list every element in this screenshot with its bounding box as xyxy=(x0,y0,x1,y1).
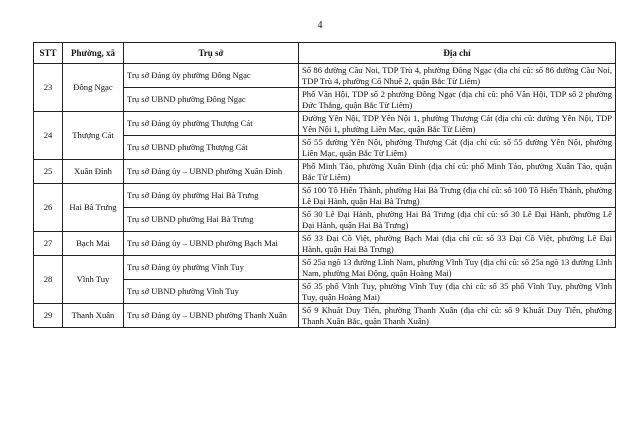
office-cell: Trụ sở Đảng ủy phường Thượng Cát xyxy=(124,112,299,136)
table-row xyxy=(34,64,616,88)
office-cell: Trụ sở Đảng ủy phường Đông Ngạc xyxy=(124,64,299,88)
office-cell: Trụ sở Đảng ủy – UBND phường Xuân Đỉnh xyxy=(124,160,299,184)
address-cell: Số 25a ngõ 13 đường Lĩnh Nam, phường Vĩnh Tuy (địa chỉ cũ: số 25a ngõ 13 đường Lĩnh Nam, phường Mai Động, quận Hoàng Mai) xyxy=(299,256,616,280)
stt-cell: 27 xyxy=(34,232,63,256)
stt-cell: 23 xyxy=(34,64,63,112)
office-cell: Trụ sở Đảng ủy – UBND phường Thanh Xuân xyxy=(124,304,299,328)
address-cell: Số 35 phố Vĩnh Tuy, phường Vĩnh Tuy (địa chỉ cũ: số 35 phố Vĩnh Tuy, phường Vĩnh Tuy, quận Hoàng Mai) xyxy=(299,280,616,304)
header-ward: Phường, xã xyxy=(63,43,124,64)
ward-cell: Bạch Mai xyxy=(63,232,124,256)
address-cell: Phố Minh Tảo, phường Xuân Đỉnh (địa chỉ cũ: phố Minh Tảo, phường Xuân Tảo, quận Bắc Từ Liêm) xyxy=(299,160,616,184)
table-row xyxy=(34,112,616,136)
office-cell: Trụ sở Đảng ủy phường Vĩnh Tuy xyxy=(124,256,299,280)
office-cell: Trụ sở UBND phường Đông Ngạc xyxy=(124,88,299,112)
ward-cell: Vĩnh Tuy xyxy=(63,256,124,304)
table-row xyxy=(34,256,616,280)
header-address: Địa chỉ xyxy=(299,43,616,64)
address-cell: Đường Yên Nội, TDP Yên Nội 1, phường Thượng Cát (địa chỉ cũ: đường Yên Nội, TDP Yên Nội 1, phường Liên Mạc, quận Bắc Từ Liêm) xyxy=(299,112,616,136)
table-row xyxy=(34,304,616,328)
stt-cell: 24 xyxy=(34,112,63,160)
ward-cell: Thanh Xuân xyxy=(63,304,124,328)
office-cell: Trụ sở UBND phường Thượng Cát xyxy=(124,136,299,160)
table-row xyxy=(34,160,616,184)
stt-cell: 29 xyxy=(34,304,63,328)
address-cell: Số 86 đường Cầu Noi, TDP Trù 4, phường Đông Ngạc (địa chỉ cũ: số 86 đường Cầu Noi, TDP Trù 4, phường Cổ Nhuế 2, quận Bắc Từ Liêm) xyxy=(299,64,616,88)
office-cell: Trụ sở Đảng ủy phường Hai Bà Trưng xyxy=(124,184,299,208)
ward-cell: Thượng Cát xyxy=(63,112,124,160)
stt-cell: 28 xyxy=(34,256,63,304)
ward-office-table xyxy=(33,42,616,328)
address-cell: Số 9 Khuất Duy Tiến, phường Thanh Xuân (địa chỉ cũ: số 9 Khuất Duy Tiến, phường Thanh Xuân Bắc, quận Thanh Xuân) xyxy=(299,304,616,328)
address-cell: Phố Văn Hội, TDP số 2 phường Đông Ngạc (địa chỉ cũ: phố Văn Hội, TDP số 2 phường Đức Thắng, quận Bắc Từ Liêm) xyxy=(299,88,616,112)
header-stt: STT xyxy=(34,43,63,64)
address-cell: Số 30 Lê Đại Hành, phường Hai Bà Trưng (địa chỉ cũ: số 30 Lê Đại Hành, phường Lê Đại Hành, quận Hai Bà Trưng) xyxy=(299,208,616,232)
address-cell: Số 33 Đại Cồ Việt, phường Bạch Mai (địa chỉ cũ: số 33 Đại Cồ Việt, phường Lê Đại Hành, quận Hai Bà Trưng) xyxy=(299,232,616,256)
table-row xyxy=(34,184,616,208)
stt-cell: 25 xyxy=(34,160,63,184)
office-cell: Trụ sở Đảng ủy – UBND phường Bạch Mai xyxy=(124,232,299,256)
ward-cell: Hai Bà Trưng xyxy=(63,184,124,232)
table-row xyxy=(34,232,616,256)
page-number: 4 xyxy=(317,20,323,31)
ward-cell: Đông Ngạc xyxy=(63,64,124,112)
address-cell: Số 100 Tô Hiến Thành, phường Hai Bà Trưng (địa chỉ cũ: số 100 Tô Hiến Thành, phường Lê Đại Hành, quận Hai Bà Trưng) xyxy=(299,184,616,208)
office-cell: Trụ sở UBND phường Hai Bà Trưng xyxy=(124,208,299,232)
ward-cell: Xuân Đỉnh xyxy=(63,160,124,184)
stt-cell: 26 xyxy=(34,184,63,232)
address-cell: Số 55 đường Yên Nội, phường Thượng Cát (địa chỉ cũ: số 55 đường Yên Nội, phường Liên Mạc, quận Bắc Từ Liêm) xyxy=(299,136,616,160)
office-cell: Trụ sở UBND phường Vĩnh Tuy xyxy=(124,280,299,304)
table-header-row xyxy=(34,43,616,64)
header-office: Trụ sở xyxy=(124,43,299,64)
